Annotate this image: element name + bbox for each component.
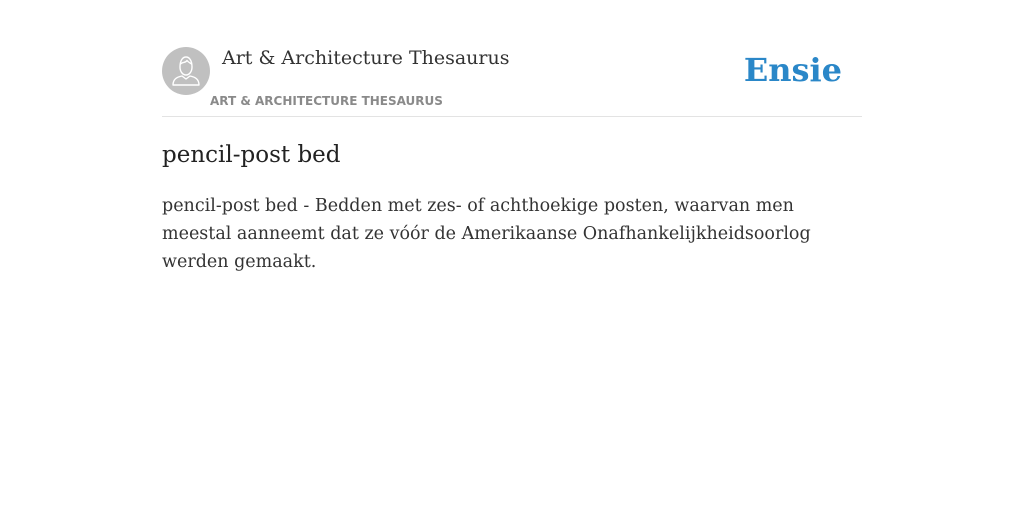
ensie-logo[interactable]: Ensie (743, 51, 842, 89)
user-silhouette-icon (162, 47, 210, 95)
entry-title: pencil-post bed (162, 142, 341, 168)
page-container (162, 0, 862, 512)
author-name[interactable]: Art & Architecture Thesaurus (222, 47, 510, 69)
author-avatar[interactable] (162, 47, 210, 95)
entry-definition: pencil-post bed - Bedden met zes- of achthoekige posten, waarvan men meestal aanneemt dat ze vóór de Amerikaanse Onafhankelijkheidsoorlog werden gemaakt. (162, 196, 811, 272)
author-subtitle[interactable]: ART & ARCHITECTURE THESAURUS (210, 94, 443, 108)
entry-header (162, 0, 862, 117)
